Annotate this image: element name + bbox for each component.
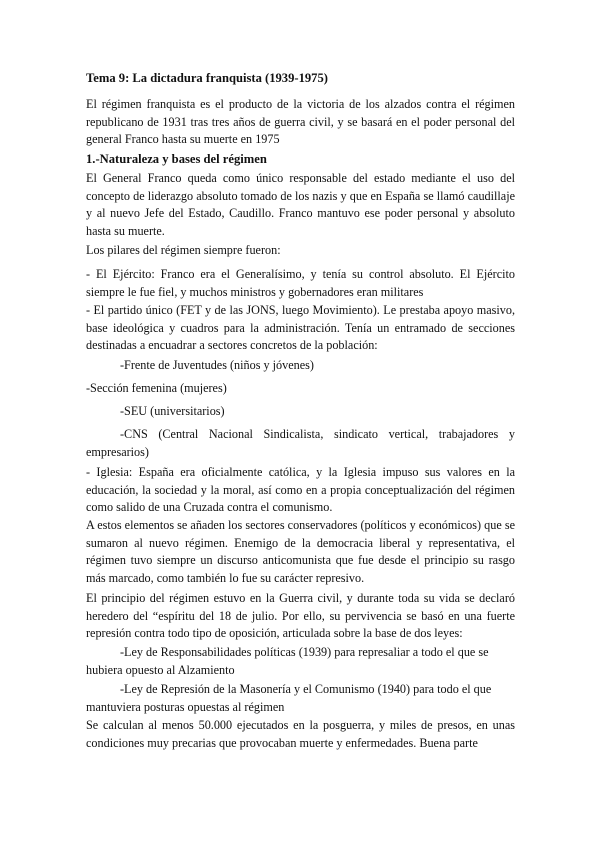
section-heading: 1.-Naturaleza y bases del régimen (86, 152, 267, 166)
document-title: Tema 9: La dictadura franquista (1939-1975) (86, 71, 328, 85)
army-paragraph: - El Ejército: Franco era el Generalísimo, y tenía su control absoluto. El Ejército siempre le fue fiel, y muchos ministros y gobernadores eran militares (86, 267, 515, 299)
origin-paragraph: El principio del régimen estuvo en la Guerra civil, y durante toda su vida se declaró heredero del “espíritu del 18 de julio. Por ello, su pervivencia se basó en una fuerte represión contra todo tipo de oposición, articulada sobre la base de dos leyes: (86, 591, 515, 641)
list-item: -SEU (universitarios) (120, 404, 225, 418)
intro-paragraph: El régimen franquista es el producto de la victoria de los alzados contra el régimen republicano de 1931 tras tres años de guerra civil, y se basará en el poder personal del general Franco hasta su muerte en 1975 (86, 97, 515, 147)
law-item: -Ley de Responsabilidades políticas (1939) para represaliar a todo el que se hubiera opuesto al Alzamiento (86, 645, 489, 677)
party-paragraph: - El partido único (FET y de las JONS, luego Movimiento). Le prestaba apoyo masivo, base ideológica y cuadros para la administración. Tenía un entramado de secciones destinadas a encuadrar a sectores concretos de la población: (86, 303, 515, 353)
church-paragraph: - Iglesia: España era oficialmente católica, y la Iglesia impuso sus valores en la educación, la sociedad y la moral, así como en a propia conceptualización del régimen como salido de una Cruzada contra el comunismo. (86, 465, 515, 515)
list-item: -CNS (Central Nacional Sindicalista, sindicato vertical, trabajadores y empresarios) (86, 427, 515, 459)
pillars-intro: Los pilares del régimen siempre fueron: (86, 243, 281, 257)
elements-paragraph: A estos elementos se añaden los sectores conservadores (políticos y económicos) que se sumaron al nuevo régimen. Enemigo de la democracia liberal y representativa, el régimen tuvo siempre un discurso anticomunista que fue desde el principio su rasgo más marcado, como también lo fue su carácter represivo. (86, 518, 515, 585)
list-item: -Frente de Juventudes (niños y jóvenes) (120, 358, 314, 372)
franco-paragraph: El General Franco queda como único responsable del estado mediante el uso del concepto de liderazgo absoluto tomado de los nazis y que en España se llamó caudillaje y al nuevo Jefe del Estado, Caudillo. Franco mantuvo ese poder personal y absoluto hasta su muerte. (86, 171, 515, 238)
list-item: -Sección femenina (mujeres) (86, 381, 227, 395)
executions-paragraph: Se calculan al menos 50.000 ejecutados en la posguerra, y miles de presos, en unas condiciones muy precarias que provocaban muerte y enfermedades. Buena parte (86, 718, 515, 750)
law-item: -Ley de Represión de la Masonería y el Comunismo (1940) para todo el que mantuviera posturas opuestas al régimen (86, 682, 492, 714)
